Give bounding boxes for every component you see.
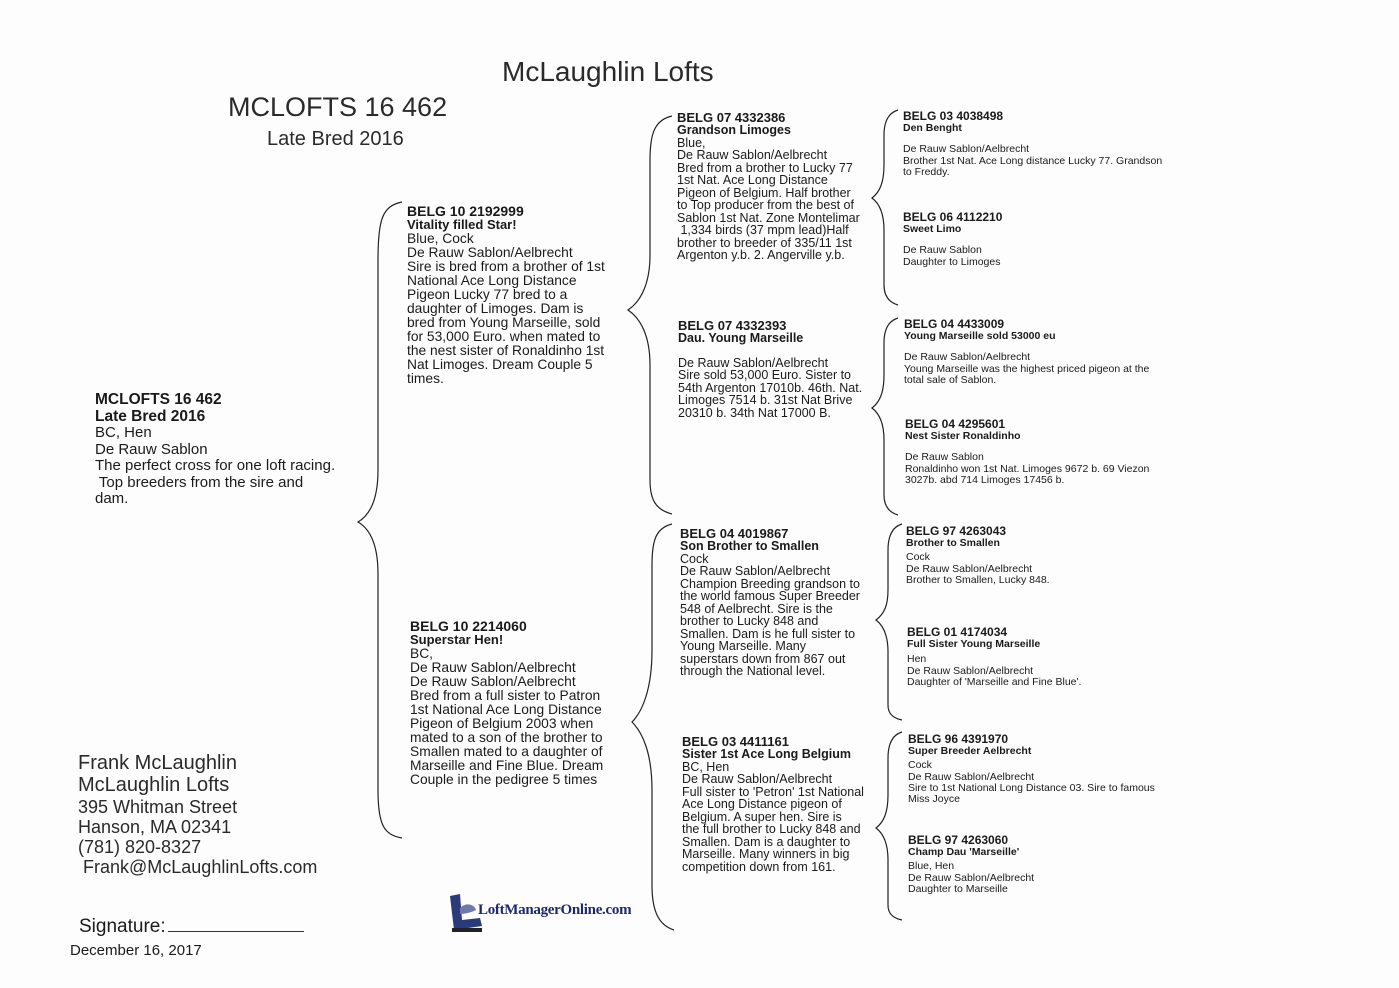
signature-field[interactable] <box>79 915 304 938</box>
subject-name: Late Bred 2016 <box>95 408 206 426</box>
gp-line: Ace Long Distance pigeon of <box>682 797 842 811</box>
sire-name: Vitality filled Star! <box>407 217 517 233</box>
great-grandparent-card <box>905 418 1195 486</box>
ggp-line: Blue, Hen <box>908 860 955 873</box>
dam-ring: BELG 10 2214060 <box>410 618 527 634</box>
sire-line: De Rauw Sablon/Aelbrecht <box>407 244 573 260</box>
ggp-line: Ronaldinho won 1st Nat. Limoges 9672 b. 69 Viezon <box>905 462 1150 475</box>
dam-line: De Rauw Sablon/Aelbrecht <box>410 673 576 689</box>
dam-line: mated to a son of the brother to <box>410 729 603 745</box>
great-grandparent-card <box>903 110 1193 178</box>
sire-line: the nest sister of Ronaldinho 1st <box>407 343 605 359</box>
ggp-line: De Rauw Sablon <box>903 244 982 257</box>
sire-line: Blue, Cock <box>407 230 474 246</box>
sire-line: Pigeon Lucky 77 bred to a <box>407 286 568 302</box>
gp-line: Limoges 7514 b. 31st Nat Brive <box>678 393 853 407</box>
ggp-line: Cock <box>908 759 932 772</box>
ggp-name: Brother to Smallen <box>906 536 1000 549</box>
gp-line: Belgium. A super hen. Sire is <box>682 809 842 824</box>
gp-line: 1,334 birds (37 mpm lead)Half <box>677 223 849 237</box>
gp-line: Young Marseille. Many <box>680 639 806 653</box>
gp-line: Cock <box>680 551 709 566</box>
ggp-ring: BELG 03 4038498 <box>903 109 1004 123</box>
brace-dam <box>632 524 674 930</box>
ggp-line: Miss Joyce <box>908 793 960 806</box>
ggp-name: Champ Dau 'Marseille' <box>908 845 1020 858</box>
gp-line: the full brother to Lucky 848 and <box>682 822 861 836</box>
ggp-name: Young Marseille sold 53000 eu <box>904 329 1056 342</box>
contact-name: Frank McLaughlin <box>78 752 237 774</box>
gp-line: De Rauw Sablon/Aelbrecht <box>682 772 833 786</box>
gp-ring: BELG 03 4411161 <box>682 734 789 749</box>
ggp-ring: BELG 96 4391970 <box>908 732 1009 746</box>
signature-label: Signature: <box>79 916 166 937</box>
ggp-name: Super Breeder Aelbrecht <box>908 744 1032 757</box>
contact-block <box>78 752 317 877</box>
great-grandparent-card <box>908 834 1198 895</box>
sire-ring: BELG 10 2192999 <box>407 203 524 219</box>
gp-line: De Rauw Sablon/Aelbrecht <box>677 148 828 162</box>
gp-name: Son Brother to Smallen <box>680 539 819 553</box>
brace-subject <box>358 202 402 838</box>
header-subtitle: Late Bred 2016 <box>267 128 404 150</box>
dam-line: BC, <box>410 645 433 661</box>
gp-line: the world famous Super Breeder <box>680 589 860 603</box>
subject-line: Top breeders from the sire and <box>95 473 304 491</box>
gp-line: Argenton y.b. 2. Angerville y.b. <box>677 248 845 262</box>
ggp-ring: BELG 04 4295601 <box>905 417 1006 431</box>
gp-name: Grandson Limoges <box>677 123 791 137</box>
sire-line: for 53,000 Euro. when mated to <box>407 328 601 344</box>
ggp-line: Daughter of 'Marseille and Fine Blue'. <box>907 675 1082 688</box>
ggp-line: De Rauw Sablon <box>905 451 984 464</box>
sire-line: daughter of Limoges. Dam is <box>407 300 584 316</box>
sire-card <box>407 204 635 386</box>
dam-line: Pigeon of Belgium 2003 when <box>410 715 594 731</box>
sire-line: Sire is bred from a brother of 1st <box>407 258 605 274</box>
gp-line: Smallen. Dam is he full sister to <box>680 626 856 641</box>
page-title: McLaughlin Lofts <box>502 56 714 87</box>
ggp-line: to Freddy. <box>903 165 950 178</box>
ggp-line: Hen <box>907 653 927 666</box>
dam-line: Couple in the pedigree 5 times <box>410 772 598 788</box>
signature-line[interactable] <box>168 915 304 932</box>
gp-line: brother to breeder of 335/11 1st <box>677 235 852 250</box>
gp-line: Champion Breeding grandson to <box>680 576 860 591</box>
sire-line: bred from Young Marseille, sold <box>407 314 601 330</box>
dam-name: Superstar Hen! <box>410 632 504 648</box>
gp-ring: BELG 04 4019867 <box>680 526 789 541</box>
grandparent-card <box>677 111 877 262</box>
header-ring-number: MCLOFTS 16 462 <box>228 92 448 122</box>
great-grandparent-card <box>906 525 1196 586</box>
contact-phone: (781) 820-8327 <box>78 837 202 858</box>
ggp-line: 3027b. abd 714 Limoges 17456 b. <box>905 473 1065 486</box>
gp-name: Dau. Young Marseille <box>678 331 804 345</box>
ggp-line: De Rauw Sablon/Aelbrecht <box>907 664 1034 677</box>
ggp-line: Daughter to Marseille <box>908 882 1008 895</box>
ggp-line: De Rauw Sablon/Aelbrecht <box>908 770 1035 783</box>
dam-line: Marseille and Fine Blue. Dream <box>410 758 604 774</box>
gp-line: through the National level. <box>680 664 826 678</box>
ggp-line: De Rauw Sablon/Aelbrecht <box>904 351 1031 364</box>
gp-line: Sablon 1st Nat. Zone Montelimar <box>677 210 860 225</box>
subject-ring: MCLOFTS 16 462 <box>95 391 222 408</box>
document-date: December 16, 2017 <box>70 942 202 959</box>
dam-line: Smallen mated to a daughter of <box>410 743 603 759</box>
great-grandparent-card <box>907 626 1197 688</box>
dam-line: De Rauw Sablon/Aelbrecht <box>410 659 576 675</box>
sire-line: National Ace Long Distance <box>407 272 577 288</box>
ggp-line: De Rauw Sablon/Aelbrecht <box>903 143 1030 156</box>
ggp-line: De Rauw Sablon/Aelbrecht <box>906 562 1033 575</box>
ggp-name: Nest Sister Ronaldinho <box>905 429 1021 442</box>
ggp-ring: BELG 01 4174034 <box>907 625 1008 639</box>
gp-line: Marseille. Many winners in big <box>682 847 850 861</box>
subject-line: The perfect cross for one loft racing. <box>95 457 336 475</box>
gp-line: Pigeon of Belgium. Half brother <box>677 185 851 200</box>
ggp-line: Young Marseille was the highest priced pigeon at the <box>904 362 1150 375</box>
ggp-ring: BELG 97 4263043 <box>906 524 1007 538</box>
ggp-line: total sale of Sablon. <box>904 373 997 386</box>
dam-card <box>410 619 638 787</box>
loftmanager-logo <box>446 890 632 936</box>
grandparent-card <box>680 527 880 678</box>
contact-loft: McLaughlin Lofts <box>78 774 230 797</box>
dam-line: Bred from a full sister to Patron <box>410 687 601 703</box>
gp-line: superstars down from 867 out <box>680 651 846 666</box>
ggp-ring: BELG 04 4433009 <box>904 317 1005 331</box>
contact-city: Hanson, MA 02341 <box>78 816 232 837</box>
gp-line: Sire sold 53,000 Euro. Sister to <box>678 368 852 382</box>
gp-line: 548 of Aelbrecht. Sire is the <box>680 601 833 616</box>
subject-line: dam. <box>95 490 129 508</box>
great-grandparent-card <box>908 733 1198 806</box>
ggp-line: Daughter to Limoges <box>903 255 1001 268</box>
subject-line: De Rauw Sablon <box>95 440 208 458</box>
ggp-line: Sire to 1st National Long Distance 03. Sire to famous <box>908 781 1155 794</box>
ggp-line: Brother to Smallen, Lucky 848. <box>906 573 1050 586</box>
ggp-line: Brother 1st Nat. Ace Long distance Lucky 77. Grandson <box>903 154 1163 167</box>
ggp-ring: BELG 97 4263060 <box>908 833 1009 847</box>
contact-street: 395 Whitman Street <box>78 796 238 817</box>
gp-line: De Rauw Sablon/Aelbrecht <box>680 564 831 578</box>
dam-line: 1st National Ace Long Distance <box>410 701 602 717</box>
sire-line: times. <box>407 371 444 387</box>
gp-line: Blue, <box>677 135 706 150</box>
gp-line: BC, Hen <box>682 759 730 774</box>
subject-line: BC, Hen <box>95 424 152 442</box>
gp-line <box>678 345 878 357</box>
ggp-line: De Rauw Sablon/Aelbrecht <box>908 871 1035 884</box>
gp-name: Sister 1st Ace Long Belgium <box>682 747 852 761</box>
ggp-name: Sweet Limo <box>903 222 962 235</box>
gp-line: to Top producer from the best of <box>677 198 854 212</box>
gp-line: competition down from 161. <box>682 859 836 874</box>
gp-line: brother to Lucky 848 and <box>680 614 819 628</box>
gp-line: Smallen. Dam is a daughter to <box>682 834 851 849</box>
great-grandparent-card <box>904 318 1194 386</box>
great-grandparent-card <box>903 211 1193 268</box>
ggp-ring: BELG 06 4112210 <box>903 210 1003 224</box>
ggp-line: Cock <box>906 551 930 564</box>
gp-line: Full sister to 'Petron' 1st National <box>682 784 864 799</box>
grandparent-card <box>682 735 882 873</box>
gp-line: 20310 b. 34th Nat 17000 B. <box>678 405 831 420</box>
gp-ring: BELG 07 4332386 <box>677 110 786 125</box>
ggp-name: Full Sister Young Marseille <box>907 637 1041 650</box>
gp-line: 1st Nat. Ace Long Distance <box>677 173 828 187</box>
logo-text: LoftManagerOnline.com <box>478 902 632 918</box>
subject-card <box>95 391 365 508</box>
gp-line: 54th Argenton 17010b. 46th. Nat. <box>678 380 863 395</box>
gp-line: De Rauw Sablon/Aelbrecht <box>678 355 829 370</box>
gp-line: Bred from a brother to Lucky 77 <box>677 160 853 175</box>
sire-line: Nat Limoges. Dream Couple 5 <box>407 357 593 373</box>
gp-ring: BELG 07 4332393 <box>678 318 787 333</box>
ggp-name: Den Benght <box>903 121 962 134</box>
grandparent-card <box>678 319 878 419</box>
contact-email[interactable]: Frank@McLaughlinLofts.com <box>78 857 318 878</box>
